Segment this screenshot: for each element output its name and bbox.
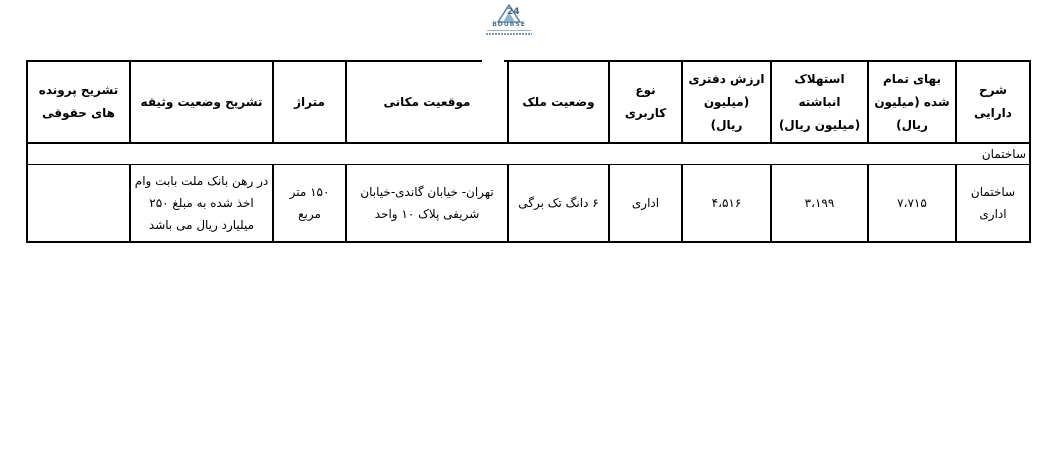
logo-subtitle-line [486, 33, 532, 35]
header-property-status: وضعیت ملک [508, 61, 609, 143]
header-total-cost: بهای تمام شده (میلیون ریال) [868, 61, 956, 143]
cell-usage-type: اداری [609, 165, 682, 243]
table-row [27, 165, 1030, 243]
table-top-gap [482, 58, 504, 64]
header-location: موقعیت مکانی [346, 61, 508, 143]
cell-location: تهران- خیابان گاندی-خیابان شریفی پلاک ۱۰ واحد [346, 165, 508, 243]
header-accumulated-depreciation: استهلاک انباشته (میلیون ریال) [771, 61, 868, 143]
cell-area: ۱۵۰ متر مربع [273, 165, 346, 243]
cell-asset-desc: ساختمان اداری [956, 165, 1030, 243]
cell-total-cost: ۷،۷۱۵ [868, 165, 956, 243]
header-book-value: ارزش دفتری (میلیون ریال) [682, 61, 771, 143]
header-collateral-status: تشریح وضعیت وثیقه [130, 61, 273, 143]
cell-accumulated-depreciation: ۳،۱۹۹ [771, 165, 868, 243]
cell-property-status: ۶ دانگ تک برگی [508, 165, 609, 243]
section-label: ساختمان [27, 143, 1030, 165]
section-row [27, 143, 1030, 165]
header-area: متراژ [273, 61, 346, 143]
logo-divider [487, 30, 531, 31]
cell-collateral-status: در رهن بانک ملت بابت وام اخذ شده به مبلغ ۲۵۰ میلیارد ریال می باشد [130, 165, 273, 243]
header-row [27, 61, 1030, 143]
bourse-logo [484, 2, 534, 42]
header-legal-cases: تشریح پرونده های حقوقی [27, 61, 130, 143]
header-asset-desc: شرح دارایی [956, 61, 1030, 143]
cell-book-value: ۴،۵۱۶ [682, 165, 771, 243]
cell-legal-cases [27, 165, 130, 243]
asset-table [26, 60, 1031, 243]
header-usage-type: نوع کاربری [609, 61, 682, 143]
logo-text: BOURSE [492, 21, 526, 28]
svg-text:24: 24 [507, 7, 520, 17]
